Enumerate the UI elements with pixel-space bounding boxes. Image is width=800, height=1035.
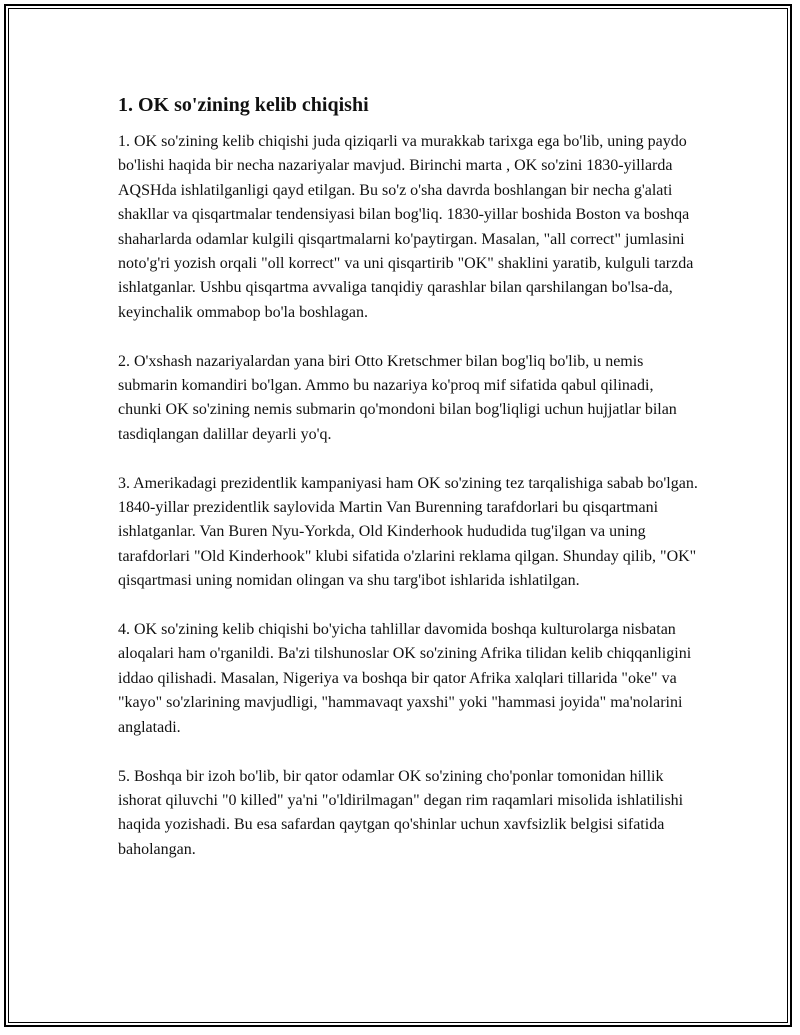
paragraph-3: 3. Amerikadagi prezidentlik kampaniyasi ham OK so'zining tez tarqalishiga sabab bo'lgan. 1840-yillar prezidentlik saylovida Martin Van Burenning tarafdorlari bu qisqartmani ishlatganlar. Van Buren Nyu-Yorkda, Old Kinderhook hududida tug'ilgan va uning tarafdorlari "Old Kinderhook" klubi sifatida o'zlarini reklama qilgan. Shunday qilib, "OK" qisqartmasi uning nomidan olingan va shu targ'ibot ishlarida ishlatilgan. [118,474,698,590]
paragraph-5: 5. Boshqa bir izoh bo'lib, bir qator odamlar OK so'zining cho'ponlar tomonidan hillik ishorat qiluvchi "0 killed" ya'ni "o'ldirilmagan" degan rim raqamlari misolida ishlatilishi haqida yozishadi. Bu esa safardan qaytgan qo'shinlar uchun xavfsizlik belgisi sifatida baholangan. [118,767,684,858]
paragraph-4: 4. OK so'zining kelib chiqishi bo'yicha tahlillar davomida boshqa kulturolarga nisbatan aloqalari ham o'rganildi. Ba'zi tilshunoslar OK so'zining Afrika tilidan kelib chiqqanligini iddao qilishadi. Masalan, Nigeriya va boshqa bir qator Afrika xalqlari tillarida "oke" va "kayo" so'zlarining mavjudligi, "hammavaqt yaxshi" yoki "hammasi joyida" ma'nolarini anglatadi. [118,621,692,736]
document-title: 1. OK so'zining kelib chiqishi [118,94,369,116]
paragraph-1: 1. OK so'zining kelib chiqishi juda qiziqarli va murakkab tarixga ega bo'lib, uning paydo bo'lishi haqida bir necha nazariyalar mavjud. Birinchi marta , OK so'zini 1830-yillarda AQSHda ishlatilganligi qayd etilgan. Bu so'z o'sha davrda boshlangan bir necha g'alati shakllar va qisqartmalar tendensiyasi bilan bog'liq. 1830-yillar boshida Boston va boshqa shaharlarda odamlar kulgili qisqartmalarni ko'paytirgan. Masalan, "all correct" jumlasini noto'g'ri yozish orqali "oll korrect" va uni qisqartirib "OK" shaklini yaratib, kulguli tarzda ishlatganlar. Ushbu qisqartma avvaliga tanqidiy qarashlar bilan qarshilangan bo'lsa-da, keyinchalik ommabop bo'la boshlagan. [118,133,694,321]
paragraph-2: 2. O'xshash nazariyalardan yana biri Otto Kretschmer bilan bog'liq bo'lib, u nemis submarin komandiri bo'lgan. Ammo bu nazariya ko'proq mif sifatida qabul qilinadi, chunki OK so'zining nemis submarin qo'mondoni bilan bog'liqligi uchun hujjatlar bilan tasdiqlangan dalillar deyarli yo'q. [118,352,677,443]
document-body [118,92,698,887]
